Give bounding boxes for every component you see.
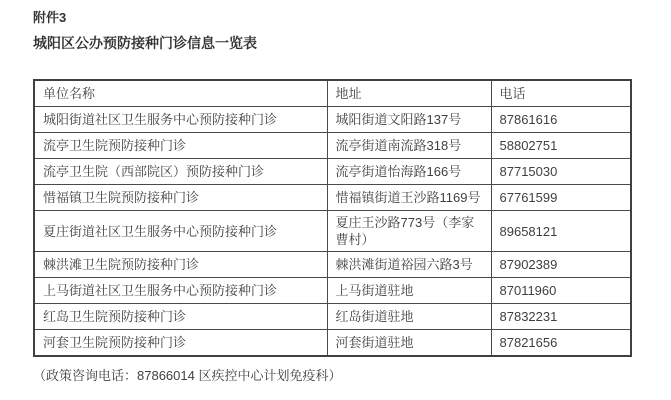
cell-address: 夏庄王沙路773号（李家曹村） <box>327 211 491 252</box>
cell-address: 河套街道驻地 <box>327 330 491 357</box>
table-body <box>34 107 631 357</box>
cell-name: 流亭卫生院（西部院区）预防接种门诊 <box>34 159 327 185</box>
table-row <box>34 133 631 159</box>
column-header-phone: 电话 <box>491 80 631 107</box>
cell-phone: 87861616 <box>491 107 631 133</box>
cell-name: 城阳街道社区卫生服务中心预防接种门诊 <box>34 107 327 133</box>
cell-address: 红岛街道驻地 <box>327 304 491 330</box>
page-title: 城阳区公办预防接种门诊信息一览表 <box>33 35 257 51</box>
cell-name: 上马街道社区卫生服务中心预防接种门诊 <box>34 278 327 304</box>
cell-name: 棘洪滩卫生院预防接种门诊 <box>34 252 327 278</box>
table-row <box>34 252 631 278</box>
cell-phone: 87011960 <box>491 278 631 304</box>
attachment-label: 附件3 <box>33 10 67 25</box>
table-row <box>34 330 631 357</box>
cell-phone: 67761599 <box>491 185 631 211</box>
cell-phone: 87821656 <box>491 330 631 357</box>
cell-address: 流亭街道南流路318号 <box>327 133 491 159</box>
cell-phone: 87902389 <box>491 252 631 278</box>
cell-name: 流亭卫生院预防接种门诊 <box>34 133 327 159</box>
table-row <box>34 107 631 133</box>
table-row <box>34 304 631 330</box>
cell-phone: 87715030 <box>491 159 631 185</box>
table-row <box>34 211 631 252</box>
cell-phone: 58802751 <box>491 133 631 159</box>
footer-note: （政策咨询电话：87866014 区疾控中心计划免疫科） <box>33 368 342 383</box>
cell-address: 惜福镇街道王沙路1169号 <box>327 185 491 211</box>
cell-name: 惜福镇卫生院预防接种门诊 <box>34 185 327 211</box>
column-header-unit-name: 单位名称 <box>34 80 327 107</box>
clinic-table <box>33 79 632 357</box>
cell-name: 夏庄街道社区卫生服务中心预防接种门诊 <box>34 211 327 252</box>
cell-phone: 89658121 <box>491 211 631 252</box>
cell-address: 城阳街道文阳路137号 <box>327 107 491 133</box>
cell-name: 河套卫生院预防接种门诊 <box>34 330 327 357</box>
table-row <box>34 278 631 304</box>
cell-name: 红岛卫生院预防接种门诊 <box>34 304 327 330</box>
cell-address: 流亭街道怡海路166号 <box>327 159 491 185</box>
cell-address: 棘洪滩街道裕园六路3号 <box>327 252 491 278</box>
table-row <box>34 185 631 211</box>
table-row <box>34 159 631 185</box>
column-header-address: 地址 <box>327 80 491 107</box>
cell-phone: 87832231 <box>491 304 631 330</box>
table-header-row <box>34 80 631 107</box>
cell-address: 上马街道驻地 <box>327 278 491 304</box>
